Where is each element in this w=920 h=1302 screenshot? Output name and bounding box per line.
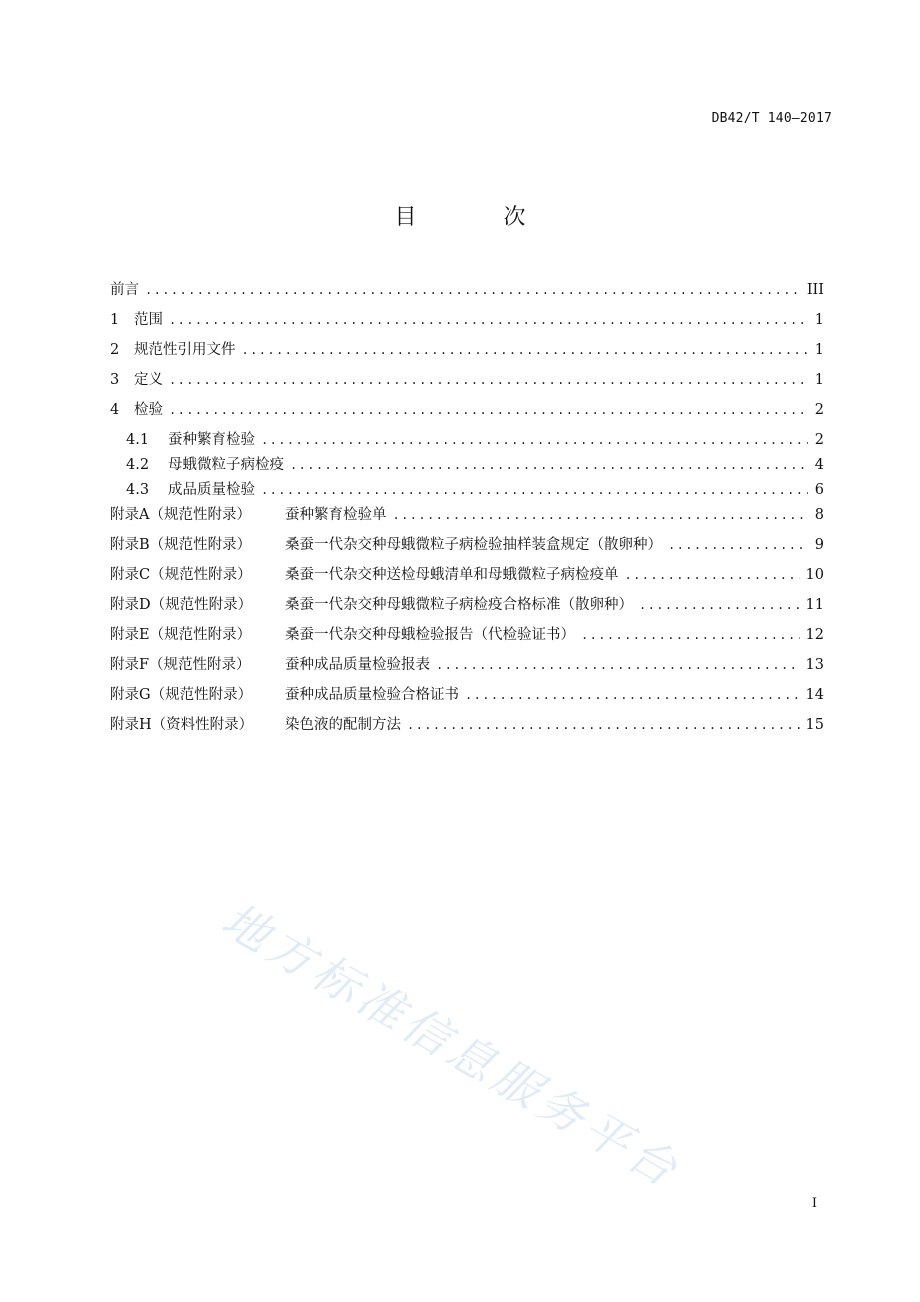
toc-appendix-id: 附录G（规范性附录） xyxy=(110,687,253,703)
toc-entry-label: 检验 xyxy=(134,402,163,418)
toc-appendix-g[interactable] xyxy=(110,683,824,713)
toc-subentry-4-3[interactable] xyxy=(110,478,824,503)
toc-entry-page: 1 xyxy=(814,372,824,388)
toc-entry-label: 桑蚕一代杂交种送检母蛾清单和母蛾微粒子病检疫单 xyxy=(285,567,619,583)
toc-entry-page: 15 xyxy=(805,717,824,733)
toc-entry-foreword[interactable] xyxy=(110,278,824,308)
toc-entry-page: 2 xyxy=(814,402,824,418)
toc-entry-page: 13 xyxy=(805,657,824,673)
dot-leader xyxy=(668,533,808,557)
toc-appendix-h[interactable] xyxy=(110,713,824,743)
toc-entry-scope[interactable] xyxy=(110,308,824,338)
toc-appendix-f[interactable] xyxy=(110,653,824,683)
toc-appendix-a[interactable] xyxy=(110,503,824,533)
toc-entry-page: 2 xyxy=(814,432,824,448)
toc-entry-label: 前言 xyxy=(110,282,139,298)
toc-entry-number: 4.1 xyxy=(126,432,150,448)
toc-entry-label: 染色液的配制方法 xyxy=(285,717,401,733)
document-code: DB42/T 140—2017 xyxy=(711,111,832,126)
toc-entry-page: 1 xyxy=(814,342,824,358)
dot-leader xyxy=(261,478,808,502)
toc-entry-page: 1 xyxy=(814,312,824,328)
dot-leader xyxy=(169,368,808,392)
toc-entry-label: 规范性引用文件 xyxy=(134,342,236,358)
dot-leader xyxy=(465,683,800,707)
toc-subentry-4-1[interactable] xyxy=(110,428,824,453)
dot-leader xyxy=(290,453,808,477)
toc-entry-page: 10 xyxy=(805,567,824,583)
toc-appendix-id: 附录C（规范性附录） xyxy=(110,567,252,583)
toc-entry-label: 桑蚕一代杂交种母蛾微粒子病检疫合格标准（散卵种） xyxy=(285,597,633,613)
toc-entry-label: 蚕种繁育检验单 xyxy=(285,507,387,523)
toc-appendix-e[interactable] xyxy=(110,623,824,653)
toc-entry-label: 成品质量检验 xyxy=(168,482,255,498)
toc-entry-number: 4.2 xyxy=(126,457,150,473)
toc-entry-inspection[interactable] xyxy=(110,398,824,428)
dot-leader xyxy=(625,563,800,587)
toc-entry-number: 4.3 xyxy=(126,482,150,498)
toc-entry-label: 母蛾微粒子病检疫 xyxy=(168,457,284,473)
dot-leader xyxy=(639,593,800,617)
toc-appendix-b[interactable] xyxy=(110,533,824,563)
page-title: 目 次 xyxy=(394,205,566,230)
toc-entry-label: 桑蚕一代杂交种母蛾微粒子病检验抽样装盒规定（散卵种） xyxy=(285,537,662,553)
dot-leader xyxy=(169,398,808,422)
dot-leader xyxy=(436,653,800,677)
toc-appendix-id: 附录H（资料性附录） xyxy=(110,717,254,733)
dot-leader xyxy=(169,308,808,332)
toc-entry-number: 4 xyxy=(110,402,120,418)
toc-appendix-id: 附录B（规范性附录） xyxy=(110,537,252,553)
page-number: I xyxy=(811,1196,817,1211)
toc-entry-page: 11 xyxy=(805,597,824,613)
watermark-text: 地方标准信息服务平台 xyxy=(213,892,691,1199)
toc-entry-page: 12 xyxy=(805,627,824,643)
toc-entry-page: 4 xyxy=(814,457,824,473)
toc-entry-page: 6 xyxy=(814,482,824,498)
toc-appendix-id: 附录E（规范性附录） xyxy=(110,627,252,643)
toc-appendix-id: 附录D（规范性附录） xyxy=(110,597,253,613)
dot-leader xyxy=(261,428,808,452)
toc-subentry-4-2[interactable] xyxy=(110,453,824,478)
toc-appendix-id: 附录A（规范性附录） xyxy=(110,507,251,523)
toc-entry-page: III xyxy=(806,282,824,298)
toc-entry-label: 蚕种繁育检验 xyxy=(168,432,255,448)
toc-appendix-id: 附录F（规范性附录） xyxy=(110,657,251,673)
toc-entry-number: 2 xyxy=(110,342,120,358)
toc-entry-label: 定义 xyxy=(134,372,163,388)
toc-entry-number: 1 xyxy=(110,312,120,328)
table-of-contents xyxy=(110,278,824,743)
toc-entry-label: 桑蚕一代杂交种母蛾检验报告（代检验证书） xyxy=(285,627,575,643)
toc-appendix-d[interactable] xyxy=(110,593,824,623)
toc-entry-page: 14 xyxy=(805,687,824,703)
toc-entry-definitions[interactable] xyxy=(110,368,824,398)
dot-leader xyxy=(145,278,801,302)
toc-appendix-c[interactable] xyxy=(110,563,824,593)
dot-leader xyxy=(393,503,809,527)
dot-leader xyxy=(581,623,800,647)
toc-entry-label: 蚕种成品质量检验报表 xyxy=(285,657,430,673)
toc-entry-number: 3 xyxy=(110,372,120,388)
toc-entry-page: 9 xyxy=(814,537,824,553)
toc-entry-page: 8 xyxy=(814,507,824,523)
toc-entry-label: 蚕种成品质量检验合格证书 xyxy=(285,687,459,703)
toc-entry-normative-references[interactable] xyxy=(110,338,824,368)
dot-leader xyxy=(242,338,809,362)
dot-leader xyxy=(407,713,800,737)
toc-entry-label: 范围 xyxy=(134,312,163,328)
